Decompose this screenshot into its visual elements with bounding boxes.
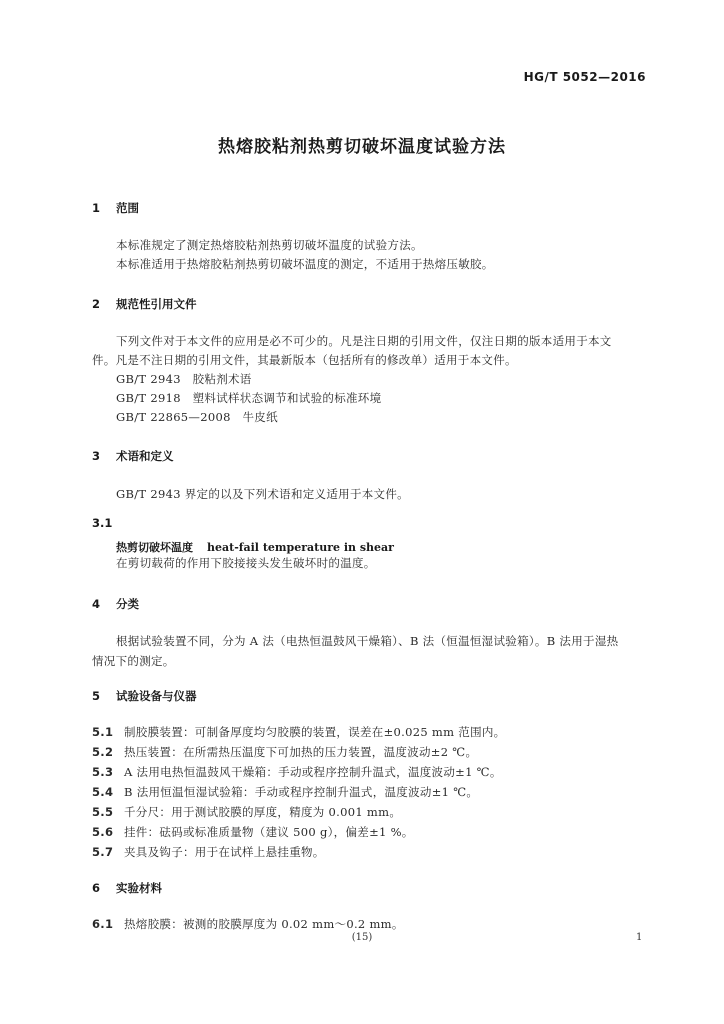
section-title: 实验材料	[116, 881, 162, 895]
item-text: 热压装置：在所需热压温度下可加热的压力装置，温度波动±2 ℃。	[124, 745, 478, 759]
section-title: 试验设备与仪器	[116, 689, 197, 703]
paragraph-line: 情况下的测定。	[92, 654, 175, 668]
item-text: 制胶膜装置：可制备厚度均匀胶膜的装置，误差在±0.025 mm 范围内。	[124, 725, 506, 739]
paragraph-line: 本标准适用于热熔胶粘剂热剪切破坏温度的测定，不适用于热熔压敏胶。	[116, 257, 494, 271]
section-1-heading	[92, 200, 139, 216]
list-item	[92, 916, 404, 932]
item-number: 5.1	[92, 725, 114, 739]
section-number: 2	[92, 297, 101, 311]
document-title: 热熔胶粘剂热剪切破坏温度试验方法	[218, 137, 506, 157]
paragraph-line: GB/T 2943 界定的以及下列术语和定义适用于本文件。	[116, 487, 409, 501]
section-number: 5	[92, 689, 101, 703]
section-3-heading	[92, 448, 174, 464]
subsection-number: 3.1	[92, 516, 113, 530]
term-definition: 在剪切载荷的作用下胶接接头发生破坏时的温度。	[116, 556, 376, 570]
list-item	[92, 744, 477, 760]
section-5-heading	[92, 688, 197, 704]
item-text: B 法用恒温恒湿试验箱：手动或程序控制升温式，温度波动±1 ℃。	[124, 785, 479, 799]
item-number: 5.5	[92, 805, 114, 819]
section-number: 3	[92, 449, 101, 463]
section-title: 术语和定义	[116, 449, 174, 463]
page-number-center: (15)	[351, 932, 373, 943]
paragraph-line: 本标准规定了测定热熔胶粘剂热剪切破坏温度的试验方法。	[116, 238, 423, 252]
page-number-right: 1	[636, 932, 643, 943]
term-entry	[116, 536, 394, 555]
reference-item: GB/T 22865—2008 牛皮纸	[116, 410, 278, 424]
section-4-heading	[92, 596, 139, 612]
term-english: heat-fail temperature in shear	[207, 541, 394, 554]
list-item	[92, 764, 502, 780]
item-text: 挂件：砝码或标准质量物（建议 500 g），偏差±1 %。	[124, 825, 414, 839]
item-number: 5.7	[92, 845, 114, 859]
reference-item: GB/T 2918 塑料试样状态调节和试验的标准环境	[116, 391, 382, 405]
paragraph-line: 件。凡是不注日期的引用文件，其最新版本（包括所有的修改单）适用于本文件。	[92, 353, 517, 367]
standard-number: HG/T 5052—2016	[523, 70, 646, 84]
section-6-heading	[92, 880, 162, 896]
paragraph-line: 下列文件对于本文件的应用是必不可少的。凡是注日期的引用文件，仅注日期的版本适用于本文	[116, 334, 612, 348]
section-number: 1	[92, 201, 101, 215]
section-2-heading	[92, 296, 197, 312]
section-number: 4	[92, 597, 101, 611]
item-number: 5.3	[92, 765, 114, 779]
item-number: 5.4	[92, 785, 114, 799]
section-title: 分类	[116, 597, 139, 611]
item-number: 5.6	[92, 825, 114, 839]
section-title: 规范性引用文件	[116, 297, 197, 311]
paragraph-line: 根据试验装置不同，分为 A 法（电热恒温鼓风干燥箱）、B 法（恒温恒湿试验箱）。B 法用于湿热	[116, 634, 619, 648]
list-item	[92, 784, 478, 800]
item-text: A 法用电热恒温鼓风干燥箱：手动或程序控制升温式，温度波动±1 ℃。	[124, 765, 502, 779]
item-text: 热熔胶膜：被测的胶膜厚度为 0.02 mm～0.2 mm。	[124, 917, 404, 931]
item-text: 千分尺：用于测试胶膜的厚度，精度为 0.001 mm。	[124, 805, 402, 819]
section-title: 范围	[116, 201, 139, 215]
reference-item: GB/T 2943 胶粘剂术语	[116, 372, 252, 386]
list-item	[92, 824, 414, 840]
section-number: 6	[92, 881, 101, 895]
item-text: 夹具及钩子：用于在试样上悬挂重物。	[124, 845, 325, 859]
list-item	[92, 804, 401, 820]
term-chinese: 热剪切破坏温度	[116, 541, 193, 554]
list-item	[92, 724, 505, 740]
list-item	[92, 844, 325, 860]
item-number: 6.1	[92, 917, 114, 931]
item-number: 5.2	[92, 745, 114, 759]
